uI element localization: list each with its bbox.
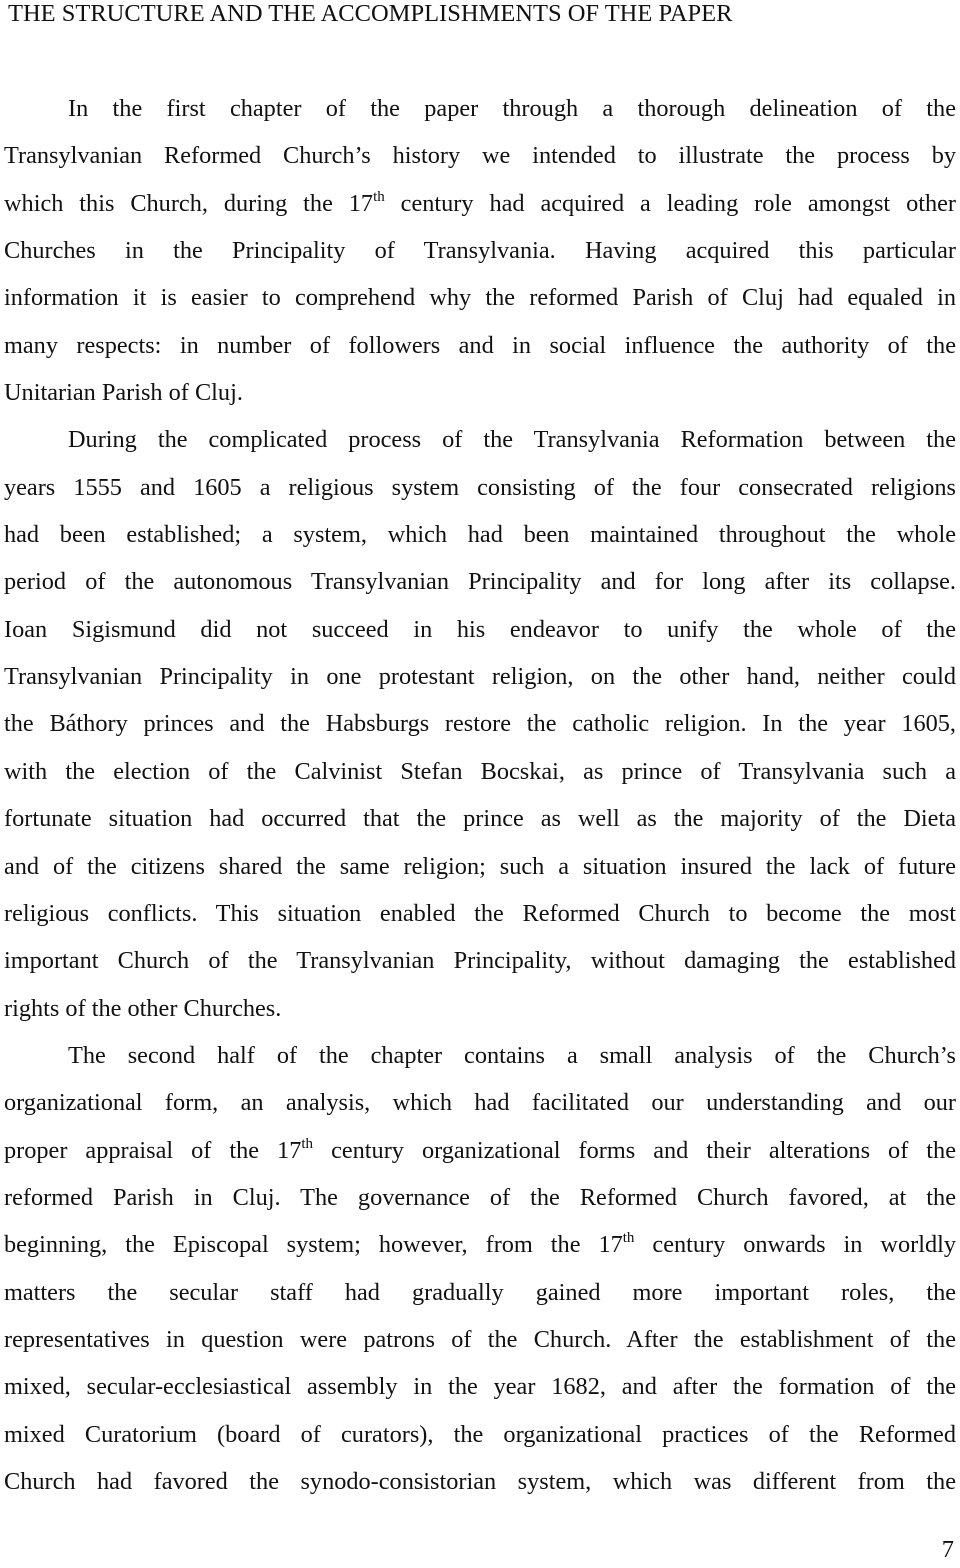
text-line: many respects: in number of followers and in social influence the authority of the	[4, 331, 956, 359]
text-line: matters the secular staff had gradually gained more important roles, the	[4, 1278, 956, 1306]
text-line: mixed, secular-ecclesiastical assembly in the year 1682, and after the formation of the	[4, 1373, 956, 1401]
text-line: mixed Curatorium (board of curators), the organizational practices of the Reformed	[4, 1420, 956, 1448]
text-line: During the complicated process of the Transylvania Reformation between the	[68, 426, 956, 454]
text-line: years 1555 and 1605 a religious system consisting of the four consecrated religions	[4, 473, 956, 501]
text-line: and of the citizens shared the same religion; such a situation insured the lack of future	[4, 852, 956, 880]
text-segment: century organizational forms and their alterations of the	[313, 1136, 956, 1164]
page-number: 7	[941, 1536, 954, 1563]
text-line: period of the autonomous Transylvanian Principality and for long after its collapse.	[4, 568, 956, 596]
text-line: The second half of the chapter contains a small analysis of the Church’s	[68, 1041, 956, 1069]
text-line	[4, 1127, 956, 1174]
text-segment: century onwards in worldly	[634, 1231, 956, 1259]
text-line: information it is easier to comprehend why the reformed Parish of Cluj had equaled in	[4, 284, 956, 312]
text-line: religious conflicts. This situation enabled the Reformed Church to become the most	[4, 899, 956, 927]
superscript: th	[373, 188, 385, 205]
text-segment: which this Church, during the 17	[4, 189, 374, 217]
text-line: rights of the other Churches.	[4, 994, 282, 1022]
text-line: fortunate situation had occurred that the prince as well as the majority of the Dieta	[4, 805, 956, 833]
superscript: th	[301, 1135, 314, 1152]
text-line: with the election of the Calvinist Stefan Bocskai, as prince of Transylvania such a	[4, 757, 956, 785]
paragraph	[4, 1032, 956, 1505]
text-line: Churches in the Principality of Transylvania. Having acquired this particular	[4, 237, 956, 265]
text-segment: proper appraisal of the 17	[4, 1136, 302, 1164]
superscript: th	[622, 1230, 635, 1247]
text-line: had been established; a system, which had been maintained throughout the whole	[4, 521, 956, 549]
text-line: the Báthory princes and the Habsburgs restore the catholic religion. In the year 1605,	[4, 710, 956, 738]
text-line: Transylvanian Reformed Church’s history we intended to illustrate the process by	[4, 142, 956, 170]
text-line: Unitarian Parish of Cluj.	[4, 379, 243, 407]
text-line: representatives in question were patrons of the Church. After the establishment of the	[4, 1325, 956, 1353]
text-segment: beginning, the Episcopal system; however, from the 17	[4, 1231, 623, 1259]
paragraph	[4, 85, 956, 416]
text-line: important Church of the Transylvanian Principality, without damaging the established	[4, 947, 956, 975]
text-line: In the first chapter of the paper through a thorough delineation of the	[68, 95, 956, 122]
body-text	[4, 85, 956, 1505]
text-line: organizational form, an analysis, which had facilitated our understanding and our	[4, 1089, 956, 1117]
text-line	[4, 180, 956, 227]
text-line: Transylvanian Principality in one protestant religion, on the other hand, neither could	[4, 663, 956, 691]
text-segment: century had acquired a leading role amongst other	[384, 189, 957, 217]
text-line	[4, 1221, 956, 1268]
page-title: THE STRUCTURE AND THE ACCOMPLISHMENTS OF THE PAPER	[8, 0, 733, 27]
paragraph	[4, 416, 956, 1031]
text-line: Church had favored the synodo-consistorian system, which was different from the	[4, 1467, 956, 1495]
text-line: Ioan Sigismund did not succeed in his endeavor to unify the whole of the	[4, 615, 956, 643]
text-line: reformed Parish in Cluj. The governance of the Reformed Church favored, at the	[4, 1183, 956, 1211]
